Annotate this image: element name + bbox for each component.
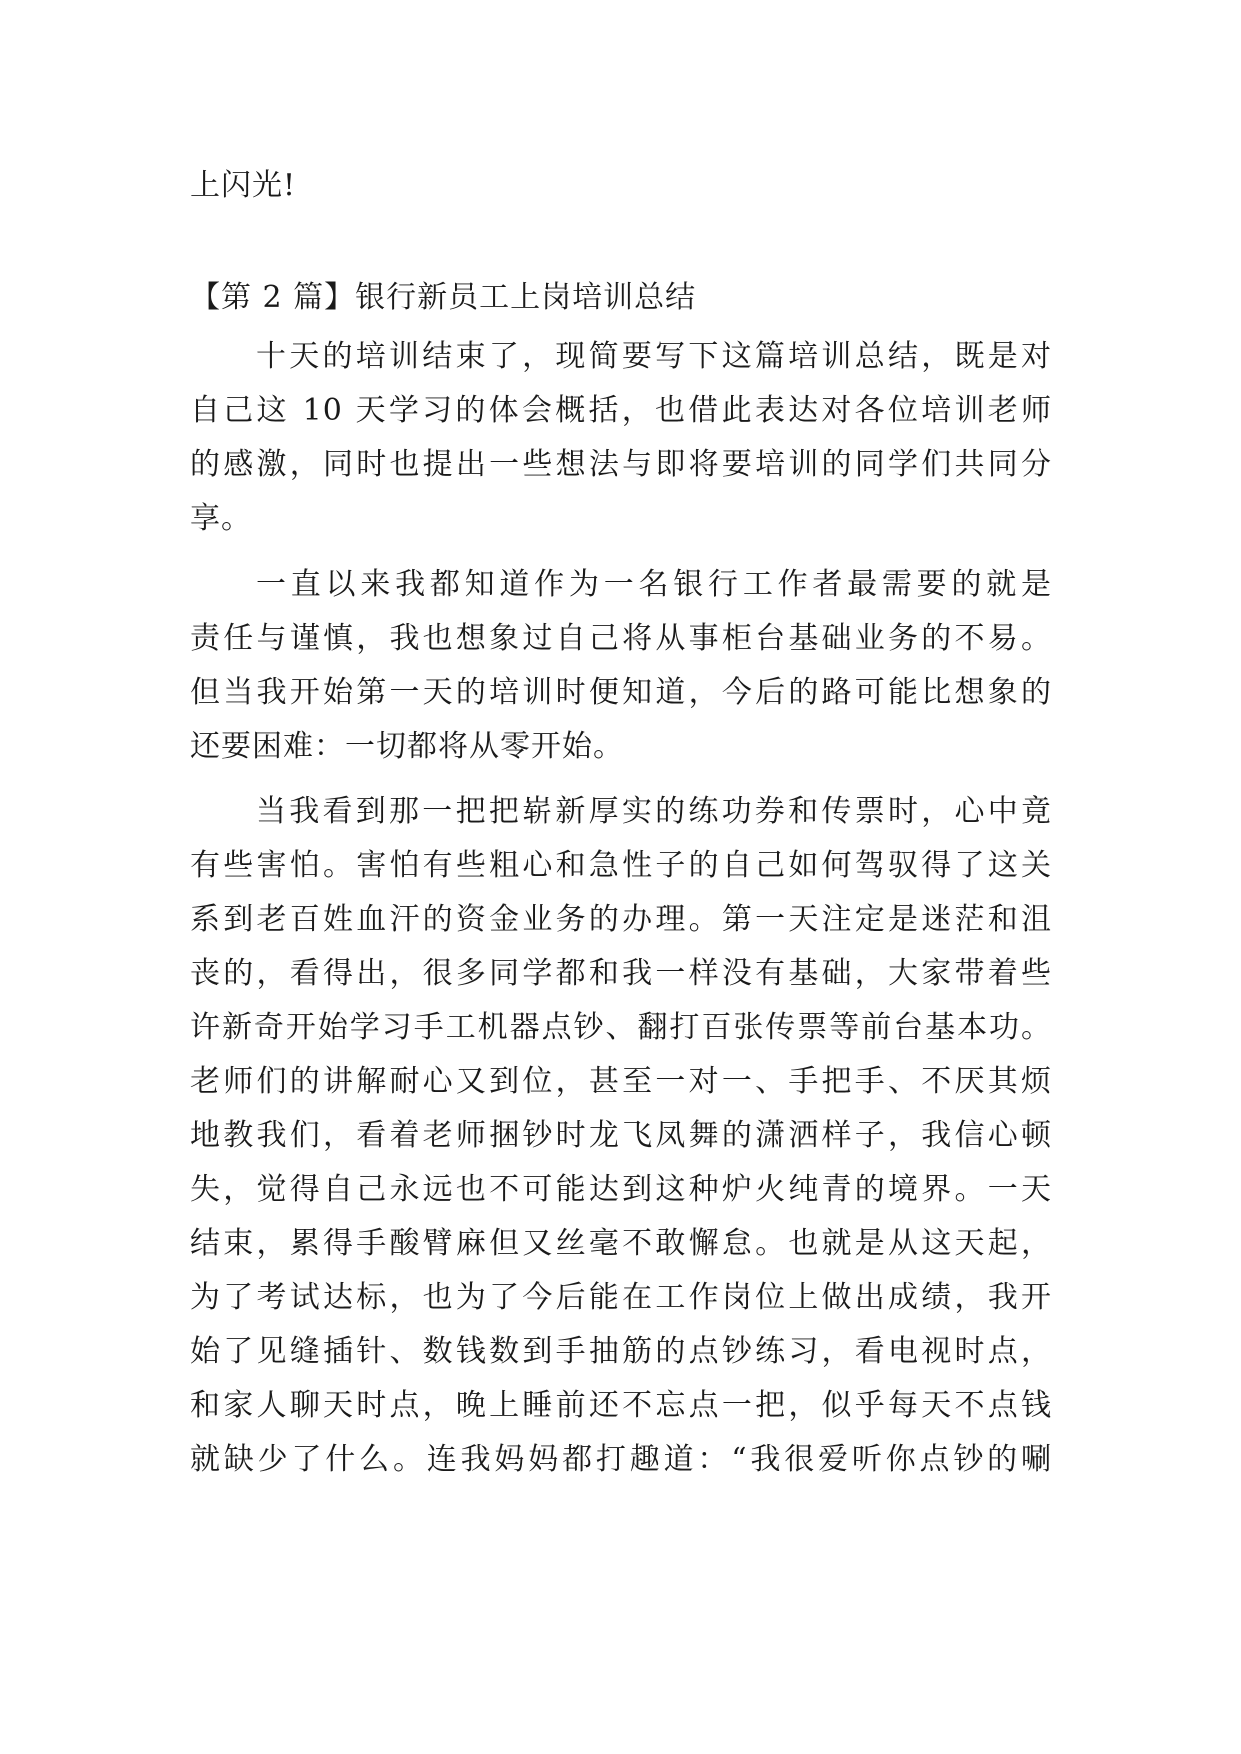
section-heading: 【第 2 篇】银行新员工上岗培训总结 xyxy=(190,280,697,315)
paragraph-2-line-3: 但当我开始第一天的培训时便知道，今后的路可能比想象的 xyxy=(190,675,1052,710)
paragraph-3-line-4: 丧的，看得出，很多同学都和我一样没有基础，大家带着些 xyxy=(190,956,1052,991)
paragraph-1-line-2: 自己这 10 天学习的体会概括，也借此表达对各位培训老师 xyxy=(190,393,1052,428)
paragraph-3-line-6: 老师们的讲解耐心又到位，甚至一对一、手把手、不厌其烦 xyxy=(190,1064,1052,1099)
paragraph-3-line-8: 失，觉得自己永远也不可能达到这种炉火纯青的境界。一天 xyxy=(190,1172,1052,1207)
paragraph-1-line-4: 享。 xyxy=(190,501,252,536)
paragraph-2-line-4: 还要困难：一切都将从零开始。 xyxy=(190,729,624,764)
paragraph-1-line-3: 的感激，同时也提出一些想法与即将要培训的同学们共同分 xyxy=(190,447,1052,482)
paragraph-3-line-12: 和家人聊天时点，晚上睡前还不忘点一把，似乎每天不点钱 xyxy=(190,1388,1052,1423)
paragraph-3-line-13: 就缺少了什么。连我妈妈都打趣道：“我很爱听你点钞的唰 xyxy=(190,1442,1052,1477)
paragraph-3-line-5: 许新奇开始学习手工机器点钞、翻打百张传票等前台基本功。 xyxy=(190,1010,1052,1045)
paragraph-1-line-1: 十天的培训结束了，现简要写下这篇培训总结，既是对 xyxy=(256,339,1052,374)
paragraph-3-line-7: 地教我们，看着老师捆钞时龙飞凤舞的潇洒样子，我信心顿 xyxy=(190,1118,1052,1153)
paragraph-2-line-1: 一直以来我都知道作为一名银行工作者最需要的就是 xyxy=(256,567,1052,602)
paragraph-3-line-2: 有些害怕。害怕有些粗心和急性子的自己如何驾驭得了这关 xyxy=(190,848,1052,883)
carryover-line: 上闪光! xyxy=(190,168,297,203)
paragraph-3-line-3: 系到老百姓血汗的资金业务的办理。第一天注定是迷茫和沮 xyxy=(190,902,1052,937)
paragraph-3-line-1: 当我看到那一把把崭新厚实的练功券和传票时，心中竟 xyxy=(256,794,1052,829)
paragraph-3-line-11: 始了见缝插针、数钱数到手抽筋的点钞练习，看电视时点， xyxy=(190,1334,1052,1369)
paragraph-3-line-9: 结束，累得手酸臂麻但又丝毫不敢懈怠。也就是从这天起， xyxy=(190,1226,1052,1261)
paragraph-2-line-2: 责任与谨慎，我也想象过自己将从事柜台基础业务的不易。 xyxy=(190,621,1052,656)
paragraph-3-line-10: 为了考试达标，也为了今后能在工作岗位上做出成绩，我开 xyxy=(190,1280,1052,1315)
